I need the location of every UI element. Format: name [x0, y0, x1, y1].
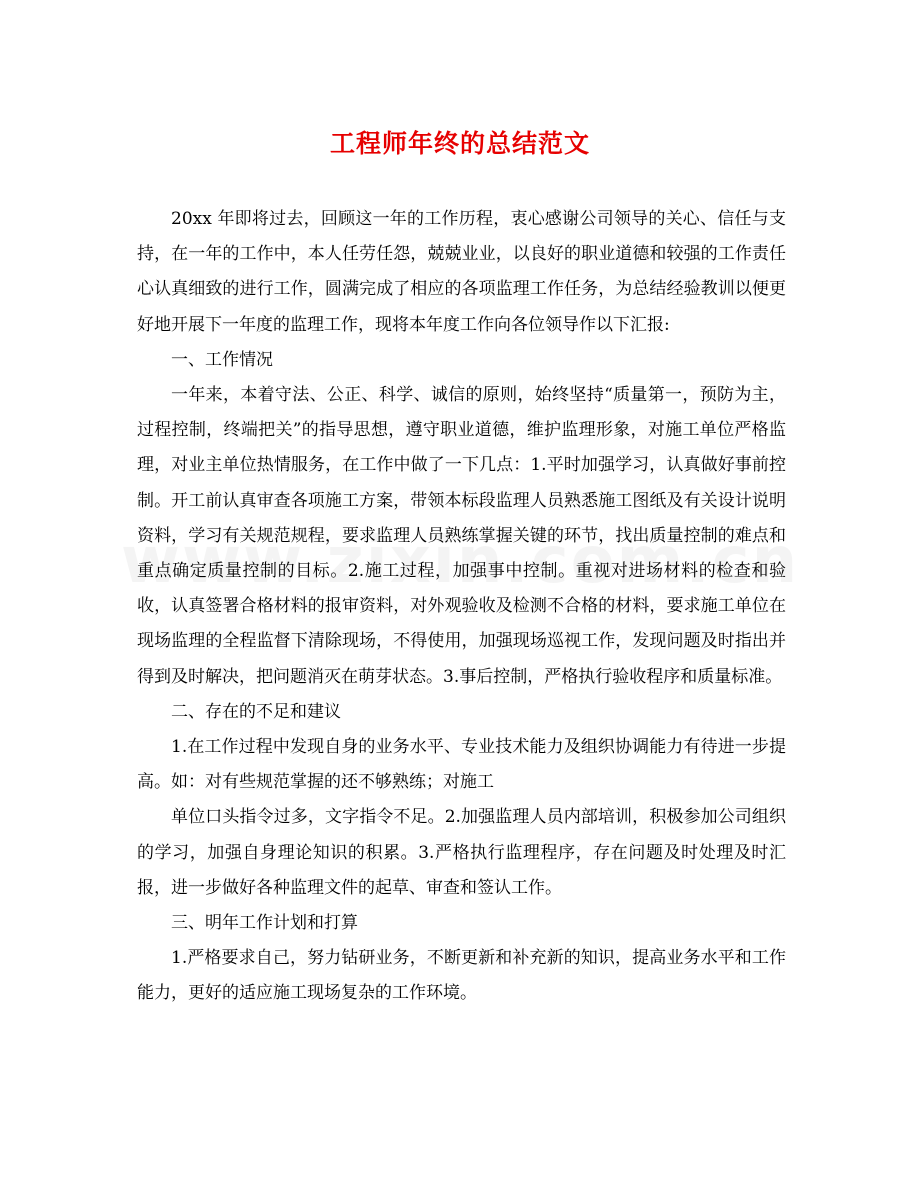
section-heading-shortcomings: 二、存在的不足和建议: [171, 701, 341, 722]
section-heading-next-year-plan: 三、明年工作计划和打算: [171, 913, 358, 934]
paragraph-shortcomings-1: 1.在工作过程中发现自身的业务水平、专业技术能力及组织协调能力有待进一步提高。如：对有些规范掌握的还不够熟练；对施工: [137, 737, 786, 793]
section-heading-work-status: 一、工作情况: [171, 349, 273, 370]
paragraph-work-status: 一年来，本着守法、公正、科学、诚信的原则，始终坚持“质量第一，预防为主，过程控制，终端把关”的指导思想，遵守职业道德，维护监理形象，对施工单位严格监理，对业主单位热情服务，在工作中做了一下几点：1.平时加强学习，认真做好事前控制。开工前认真审查各项施工方案，带领本标段监理人员熟悉施工图纸及有关设计说明资料，学习有关规范规程，要求监理人员熟练掌握关键的环节，找出质量控制的难点和重点确定质量控制的目标。2.施工过程，加强事中控制。重视对进场材料的检查和验收，认真签署合格材料的报审资料，对外观验收及检测不合格的材料，要求施工单位在现场监理的全程监督下清除现场，不得使用，加强现场巡视工作，发现问题及时指出并得到及时解决，把问题消灭在萌芽状态。3.事后控制，严格执行验收程序和质量标准。: [137, 385, 786, 687]
paragraph-shortcomings-2: 单位口头指令过多，文字指令不足。2.加强监理人员内部培训，积极参加公司组织的学习，加强自身理论知识的积累。3.严格执行监理程序，存在问题及时处理及时汇报，进一步做好各种监理文件的起草、审查和签认工作。: [137, 807, 786, 898]
document-body: [137, 202, 786, 1012]
document-title: 工程师年终的总结范文: [329, 129, 590, 158]
paragraph-next-year-plan: 1.严格要求自己，努力钻研业务，不断更新和补充新的知识，提高业务水平和工作能力，更好的适应施工现场复杂的工作环境。: [137, 948, 786, 1004]
paragraph-intro: 20xx 年即将过去，回顾这一年的工作历程，衷心感谢公司领导的关心、信任与支持，在一年的工作中，本人任劳任怨，兢兢业业，以良好的职业道德和较强的工作责任心认真细致的进行工作，圆满完成了相应的各项监理工作任务，为总结经验教训以便更好地开展下一年度的监理工作，现将本年度工作向各位领导作以下汇报:: [137, 209, 786, 335]
